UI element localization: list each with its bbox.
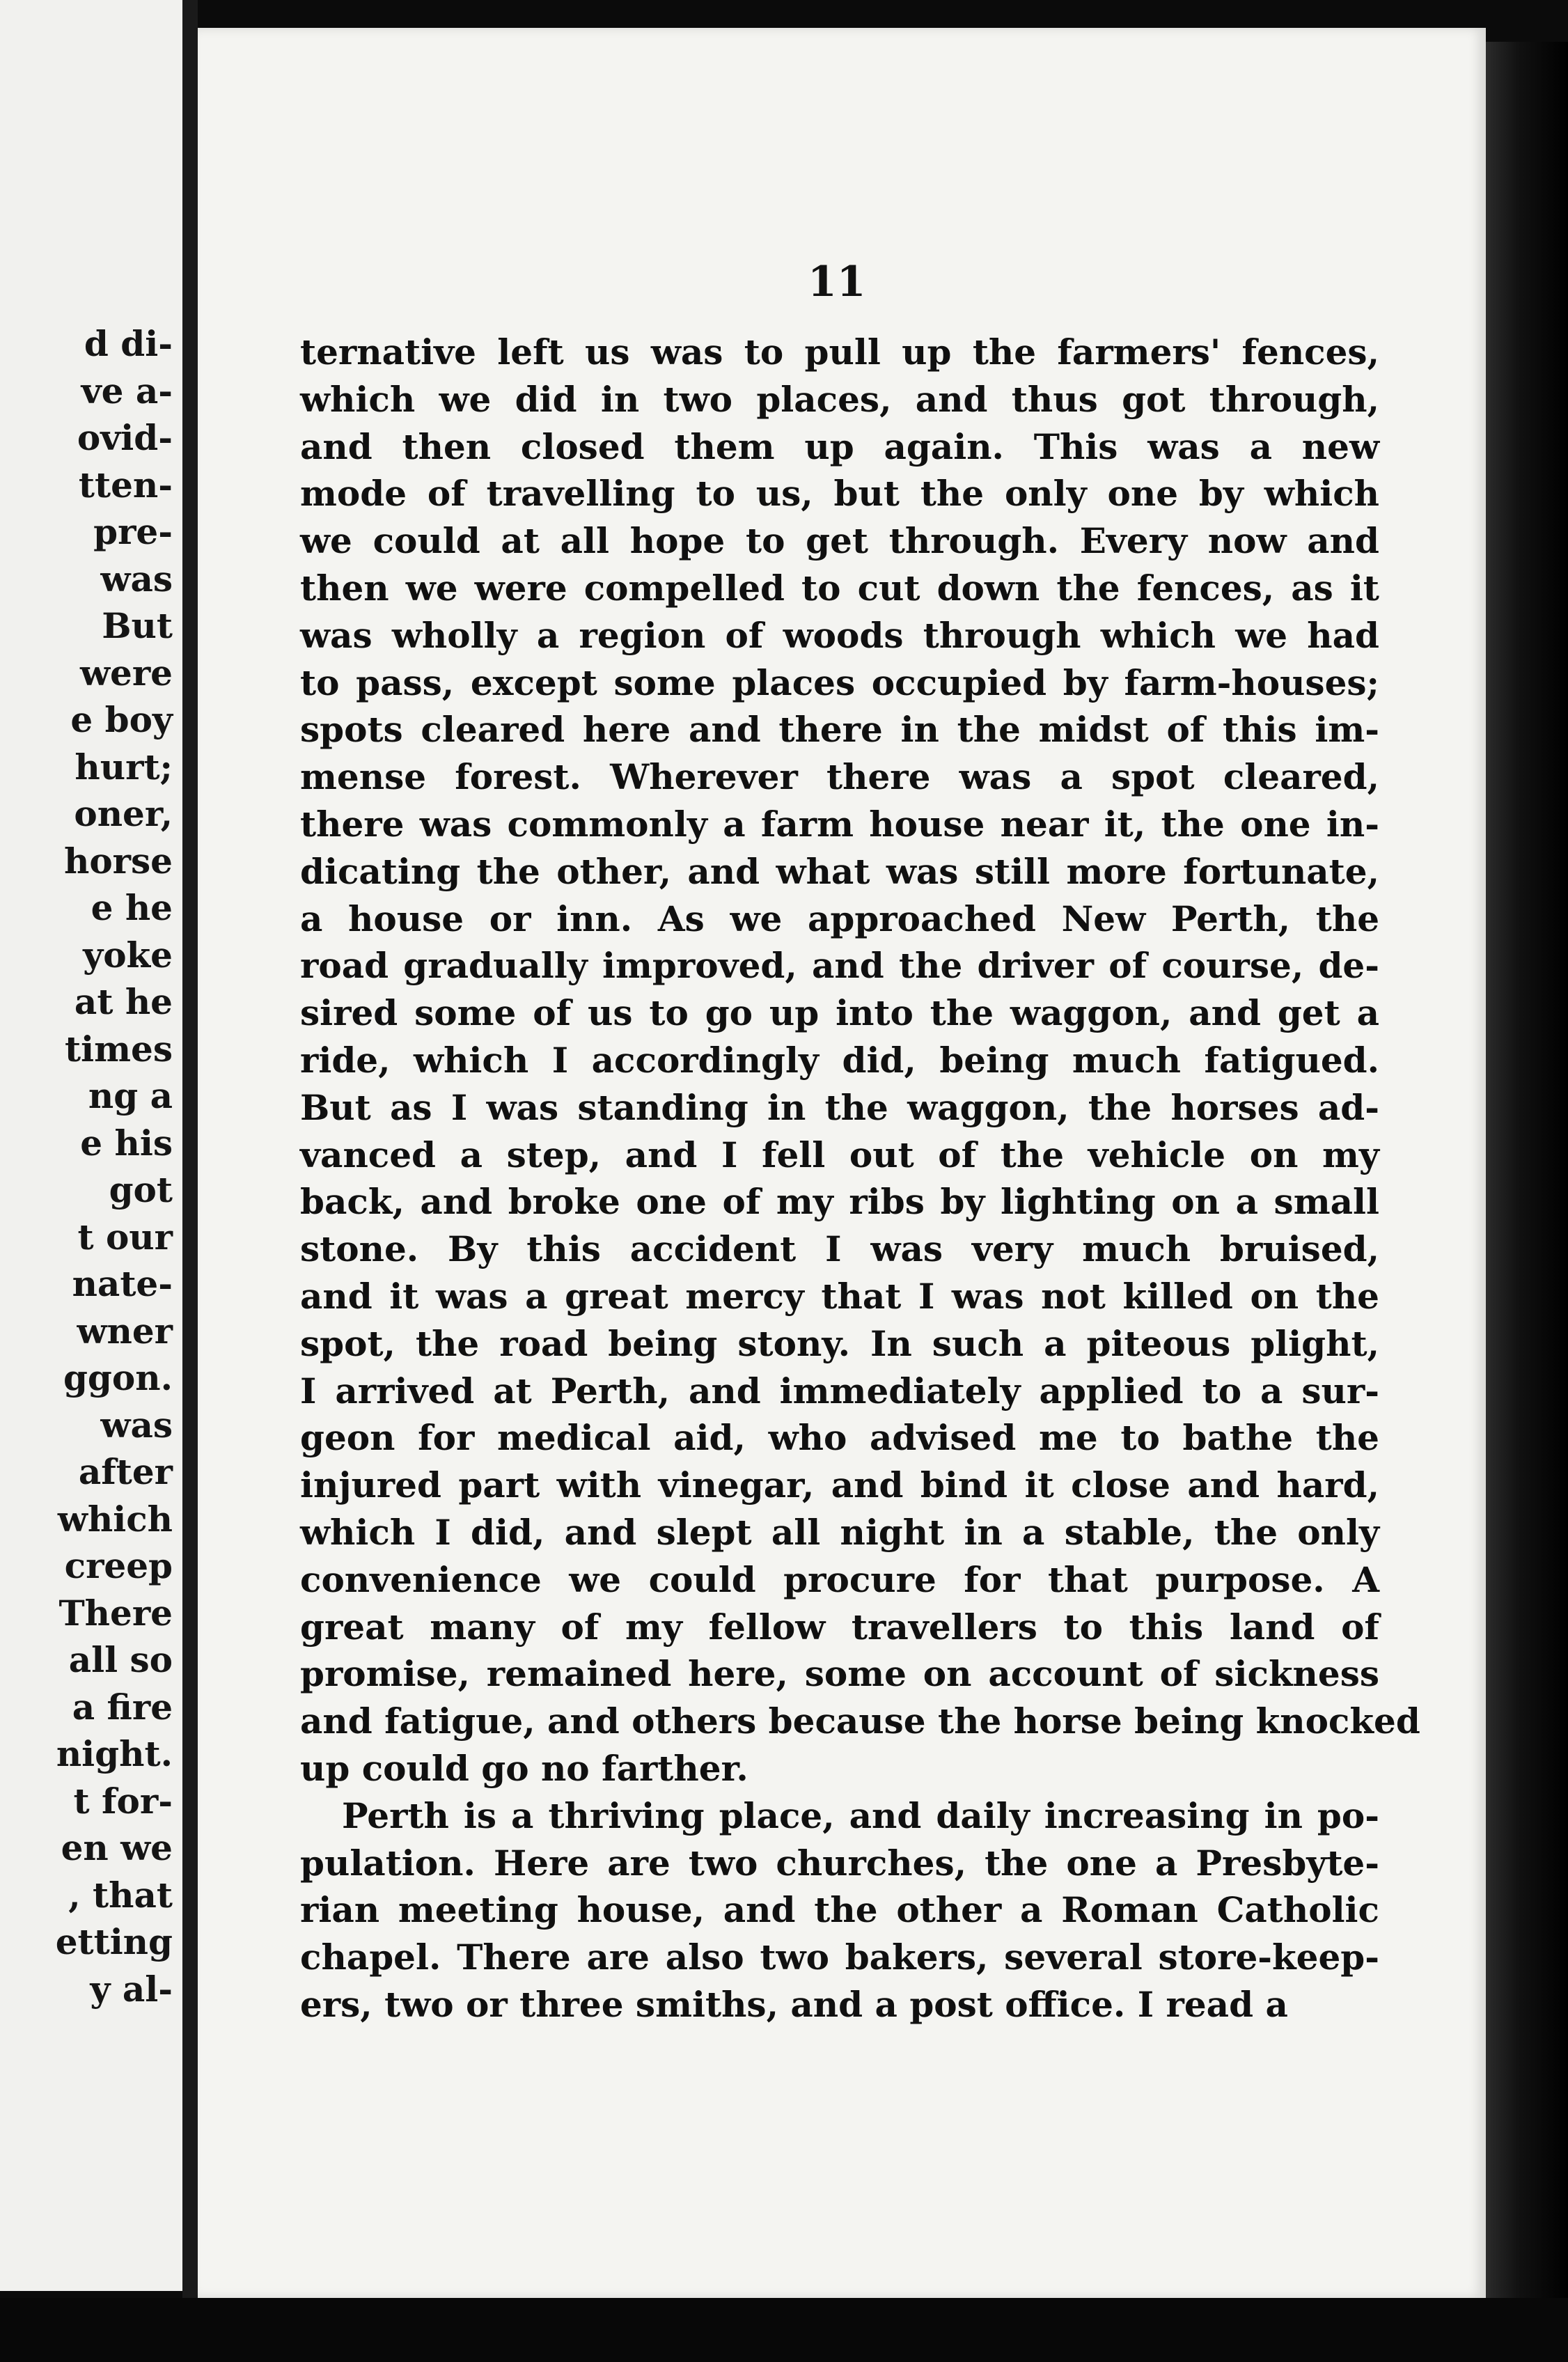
- text-line: ers, two or three smiths, and a post office. I read a: [300, 1983, 1288, 2025]
- text-line: ride, which I accordingly did, being much fatigued.: [300, 1039, 1379, 1081]
- text-line: and then closed them up again. This was a new: [300, 425, 1379, 467]
- left-page-fragment: etting: [55, 1921, 173, 1962]
- left-page-fragment: ggon.: [63, 1357, 173, 1398]
- text-line: mense forest. Wherever there was a spot cleared,: [300, 756, 1379, 798]
- left-page-fragment: got: [109, 1169, 173, 1210]
- text-line: road gradually improved, and the driver of course, de-: [300, 945, 1379, 987]
- left-page-fragment: e he: [91, 887, 173, 928]
- left-page-fragment: ng a: [88, 1075, 173, 1116]
- left-page-fragment: which: [57, 1498, 173, 1540]
- text-line: I arrived at Perth, and immediately applied to a sur-: [300, 1370, 1379, 1411]
- text-line: promise, remained here, some on account of sickness: [300, 1653, 1379, 1695]
- left-page-fragment: a fire: [72, 1686, 173, 1728]
- text-line: Perth is a thriving place, and daily increasing in po-: [342, 1794, 1379, 1836]
- left-page-fragment: t for-: [73, 1780, 173, 1822]
- left-page-fragment: ve a-: [81, 370, 173, 412]
- left-page-fragment: hurt;: [75, 746, 173, 788]
- text-line: great many of my fellow travellers to this land of: [300, 1606, 1379, 1648]
- text-line: sired some of us to go up into the waggon, and get a: [300, 992, 1379, 1034]
- left-page-fragment: yoke: [83, 934, 173, 976]
- text-line: back, and broke one of my ribs by lighting on a small: [300, 1181, 1379, 1223]
- text-line: injured part with vinegar, and bind it close and hard,: [300, 1464, 1379, 1506]
- text-line: which I did, and slept all night in a stable, the only: [300, 1511, 1379, 1553]
- left-page-fragment: times: [65, 1028, 173, 1070]
- left-page-fragment: all so: [68, 1639, 173, 1680]
- text-line: which we did in two places, and thus got through,: [300, 378, 1379, 420]
- text-line: we could at all hope to get through. Every now and: [300, 520, 1379, 562]
- text-line: chapel. There are also two bakers, several store-keep-: [300, 1937, 1379, 1978]
- page-body-text: [300, 329, 1420, 2028]
- text-line: convenience we could procure for that purpose. A: [300, 1558, 1379, 1600]
- left-page-fragment: ovid-: [77, 417, 173, 458]
- text-line: But as I was standing in the waggon, the horses ad-: [300, 1086, 1379, 1128]
- left-page-fragment: en we: [61, 1827, 173, 1868]
- left-page-fragment: , that: [68, 1874, 173, 1916]
- left-page-fragment: d di-: [84, 323, 173, 364]
- text-line: mode of travelling to us, but the only one by which: [300, 473, 1379, 515]
- left-page-fragment: But: [102, 605, 173, 646]
- left-page-fragment: wner: [77, 1310, 173, 1352]
- left-page-fragment: tten-: [78, 464, 173, 506]
- text-line: vanced a step, and I fell out of the vehicle on my: [300, 1134, 1379, 1175]
- text-line: up could go no farther.: [300, 1747, 748, 1789]
- page-edge-shadow: [1486, 42, 1568, 2326]
- text-line: rian meeting house, and the other a Roman Catholic: [300, 1889, 1379, 1931]
- left-page-fragment: There: [58, 1592, 173, 1634]
- left-page-fragment: y al-: [90, 1968, 173, 2010]
- left-page-fragment: after: [78, 1451, 173, 1492]
- text-line: spots cleared here and there in the midst of this im-: [300, 709, 1379, 751]
- text-line: and it was a great mercy that I was not killed on the: [300, 1275, 1379, 1317]
- text-line: a house or inn. As we approached New Perth, the: [300, 898, 1379, 939]
- left-page-fragment: were: [79, 652, 173, 694]
- text-line: dicating the other, and what was still more fortunate,: [300, 850, 1379, 892]
- left-page-fragment: t our: [77, 1216, 173, 1258]
- left-page-fragment: oner,: [74, 793, 173, 834]
- page-number: 11: [808, 258, 866, 306]
- text-line: to pass, except some places occupied by farm-houses;: [300, 662, 1379, 703]
- left-page-fragment: at he: [74, 981, 173, 1022]
- left-page-text-fragments: [0, 320, 182, 2012]
- left-page-fragment: nate-: [72, 1263, 173, 1304]
- text-line: ternative left us was to pull up the farmers' fences,: [300, 331, 1379, 373]
- scan-bottom-border: [0, 2298, 1568, 2362]
- left-page-fragment: horse: [63, 840, 173, 882]
- text-line: was wholly a region of woods through which we had: [300, 614, 1379, 656]
- left-page-fragment: creep: [64, 1545, 173, 1586]
- left-page-fragment: e his: [80, 1122, 173, 1164]
- left-page: [0, 0, 182, 2291]
- text-line: there was commonly a farm house near it, the one in-: [300, 803, 1379, 845]
- book-gutter: [182, 0, 198, 2362]
- left-page-fragment: was: [100, 558, 173, 600]
- text-line: stone. By this accident I was very much bruised,: [300, 1228, 1379, 1270]
- left-page-fragment: e boy: [70, 699, 173, 740]
- text-line: then we were compelled to cut down the fences, as it: [300, 567, 1379, 609]
- left-page-fragment: was: [100, 1404, 173, 1446]
- text-line: geon for medical aid, who advised me to bathe the: [300, 1417, 1379, 1459]
- text-line: spot, the road being stony. In such a piteous plight,: [300, 1322, 1379, 1364]
- text-line: pulation. Here are two churches, the one a Presbyte-: [300, 1842, 1379, 1884]
- left-page-fragment: night.: [56, 1733, 173, 1774]
- text-line: and fatigue, and others because the horse being knocked: [300, 1700, 1420, 1742]
- left-page-fragment: pre-: [93, 511, 173, 552]
